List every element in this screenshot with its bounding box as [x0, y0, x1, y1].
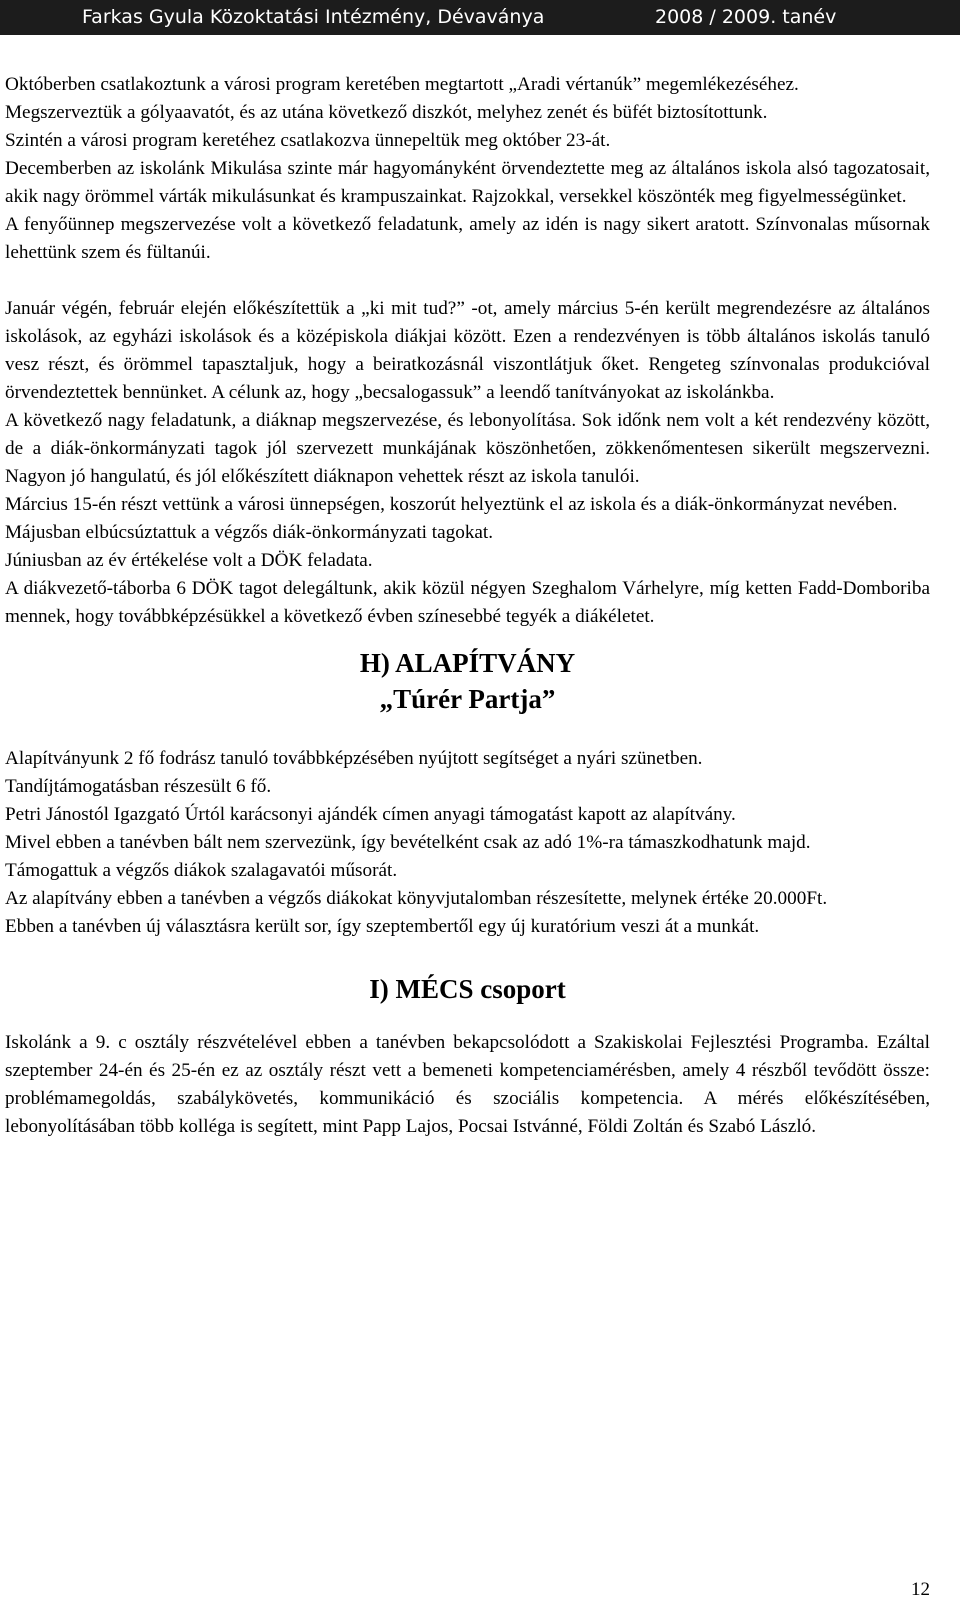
document-body	[5, 71, 930, 1141]
section-h-heading	[5, 631, 930, 745]
page-number: 12	[911, 1579, 930, 1600]
header-school-name: Farkas Gyula Közoktatási Intézmény, Dévaványa	[82, 6, 545, 28]
paragraph: Az alapítvány ebben a tanévben a végzős diákokat könyvjutalomban részesítette, melynek értéke 20.000Ft.	[5, 888, 828, 909]
paragraph: Iskolánk a 9. c osztály részvételével ebben a tanévben bekapcsolódott a Szakiskolai Fejlesztési Programba. Ezáltal szeptember 24-én és 25-én ez az osztály részt vett a bemeneti kompetenciamérésben, amely 4 részből tevődött össze: problémamegoldás, szabálykövetés, kommunikáció és szociális kompetencia. A mérés előkészítésében, lebonyolításában több kolléga is segített, mint Papp Lajos, Pocsai Istvánné, Földi Zoltán és Szabó László.	[5, 1032, 930, 1137]
paragraph: Októberben csatlakoztunk a városi program keretében megtartott „Aradi vértanúk” megemlékezéséhez.	[5, 74, 799, 95]
paragraph: Megszerveztük a gólyaavatót, és az utána következő diszkót, melyhez zenét és büfét biztosítottunk.	[5, 102, 768, 123]
paragraph: Júniusban az év értékelése volt a DÖK feladata.	[5, 550, 373, 571]
section-i-heading	[5, 941, 930, 1029]
header-school-year: 2008 / 2009. tanév	[655, 6, 837, 28]
paragraph: A fenyőünnep megszervezése volt a következő feladatunk, amely az idén is nagy sikert aratott. Színvonalas műsornak lehettünk szem és fültanúi.	[5, 214, 930, 263]
paragraph: Májusban elbúcsúztattuk a végzős diák-önkormányzati tagokat.	[5, 522, 494, 543]
paragraph: Petri Jánostól Igazgató Úrtól karácsonyi ajándék címen anyagi támogatást kapott az alapítvány.	[5, 804, 736, 825]
paragraph: A következő nagy feladatunk, a diáknap megszervezése, és lebonyolítása. Sok időnk nem volt a két rendezvény között, de a diák-önkormányzati tagok jól szervezett munkájának köszönhetően, zökkenőmentesen sikerült megszervezni. Nagyon jó hangulatú, és jól előkészített diáknapon vehettek részt az iskola tanulói.	[5, 410, 930, 487]
paragraph: Decemberben az iskolánk Mikulása szinte már hagyományként örvendeztette meg az általános iskola alsó tagozatosait, akik nagy örömmel várták mikulásunkat és krampuszainkat. Rajzokkal, versekkel köszönték meg figyelmességünket.	[5, 158, 930, 207]
spacer	[5, 267, 930, 295]
paragraph: A diákvezető-táborba 6 DÖK tagot delegáltunk, akik közül négyen Szeghalom Várhelyre, míg ketten Fadd-Domboriba mennek, hogy továbbképzésükkel a következő évben színesebbé tegyék a diákéletet.	[5, 578, 930, 627]
paragraph: Március 15-én részt vettünk a városi ünnepségen, koszorút helyeztünk el az iskola és a diák-önkormányzat nevében.	[5, 494, 898, 515]
paragraph: Szintén a városi program keretéhez csatlakozva ünnepeltük meg október 23-át.	[5, 130, 611, 151]
section-subtitle: „Túrér Partja”	[379, 684, 556, 714]
paragraph: Mivel ebben a tanévben bált nem szervezünk, így bevételként csak az adó 1%-ra támaszkodhatunk majd.	[5, 832, 811, 853]
paragraph: Ebben a tanévben új választásra került sor, így szeptembertől egy új kuratórium veszi át a munkát.	[5, 916, 760, 937]
page-header	[0, 0, 960, 35]
paragraph: Alapítványunk 2 fő fodrász tanuló továbbképzésében nyújtott segítséget a nyári szünetben.	[5, 748, 703, 769]
paragraph: Január végén, február elején előkészítettük a „ki mit tud?” -ot, amely március 5-én került megrendezésre az általános iskolások, az egyházi iskolások és a középiskola diákjai között. Ezen a rendezvényen is több általános iskolás tanuló vesz részt, és örömmel tapasztaljuk, hogy a beiratkozásnál viszontlátjuk őket. Rengeteg színvonalas produkcióval örvendeztettek bennünket. A célunk az, hogy „becsalogassuk” a leendő tanítványokat az iskolánkba.	[5, 298, 930, 403]
paragraph: Tandíjtámogatásban részesült 6 fő.	[5, 776, 272, 797]
paragraph: Támogattuk a végzős diákok szalagavatói műsorát.	[5, 860, 398, 881]
section-title: I) MÉCS csoport	[369, 974, 566, 1004]
section-title: H) ALAPÍTVÁNY	[359, 648, 576, 678]
